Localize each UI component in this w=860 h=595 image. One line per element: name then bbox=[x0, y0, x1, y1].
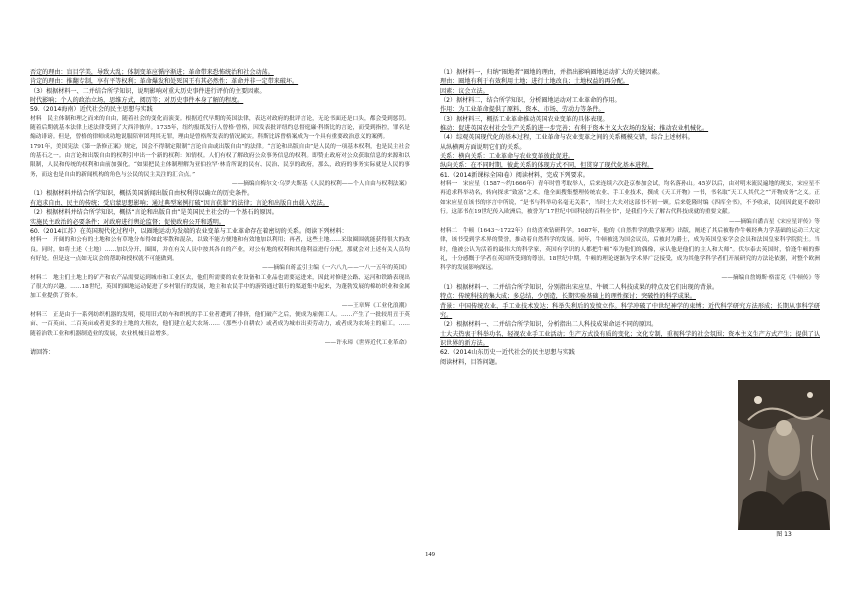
paragraph: 关系：横向关系：工业革命与农业变革彼此促进。 bbox=[440, 153, 575, 161]
paragraph: 有追求自由、民主的传统；受启蒙思想影响；通过典型案例打破“因言获罪”的法律；言论和出版自由载入宪法。 bbox=[30, 199, 329, 207]
paragraph: 时代影响；个人的政治立场，思维方式，阅历等；对历史事件本身了解的程度。 bbox=[30, 97, 244, 105]
paragraph: 背景：中国传统农业、手工业技术发达；科举失利后的发愤立作。科学冲破了中世纪神学的束缚；近代科学研究方法形成；长期从事科学研究。 bbox=[440, 302, 820, 319]
paragraph: ——摘编自潘吉星《宋应星评传》等 bbox=[729, 218, 820, 225]
paragraph: 1791年，美国宪法《第一条修正案》规定，国会不得制定限制“言论自由或出版自由”的法律。“言论和出版自由”是人民的一项基本权利，也是民主社会的基石之一。由言论和出版自由的权利引申出一个新的权利：知情权。人们有权了解政府公众事务信息的权利。即赞止政府对公众获取信息的来源和以限制，人民和传统的权利和由前加强化。“如果把民主体制理解为亚伯拉罕·林肯所说的民有、民治、民享的政府，那么，政府的事务实际就是人民的事务，而这也是自由的新闻机构的角色与公民的民主关注的汇合点。” bbox=[30, 143, 410, 178]
paragraph: （3）根据材料一、二并结合所学知识，说明影响对重大历史事件进行评价的主要因素。 bbox=[30, 87, 266, 95]
paragraph: 62.（2014山东历史一近代社会的民主思想与实践 bbox=[440, 349, 575, 357]
paragraph: （1）根据材料一、二并结合所学知识，分别指出宋应星、牛顿二人科技成果的特点及它们出现的背景。 bbox=[440, 283, 719, 291]
paragraph: （2）据材料二，结合所学知识，分析圈地运动对工业革命的作用。 bbox=[440, 97, 621, 105]
paragraph: 因素：议会立法。 bbox=[440, 87, 489, 95]
paragraph: 否定的理由：盲目学美，导致大乱；体制变革应循序渐进；革命带来恐怖统治和社会动荡。 bbox=[30, 69, 274, 76]
page-number: 149 bbox=[425, 551, 435, 558]
paragraph: 材料一 宋应星（1587～约1666年）青年时曾考取举人，后来连续六次赴京参加会试，均名落孙山。45岁以后，由对明末流民遍地的现实，宋应星不再追求科举功名，转向探求“致富”之术。他全面搜集整理传统农业、手工业技术，撰成《天工开物》一书，书名取“天工人其代之”“开物成务”之义。正如宋应星在该书的序言中所说，“是书与科举功名毫无关系”，当时士大夫对这部书不屑一顾。后来乾隆时编《四库全书》，不予收录，民间因此更不敢印行。这部书在19世纪传入欧洲后，被誉为“17世纪中国科技的百科全书”，是我们今天了解古代科技成就的重要文献。 bbox=[440, 181, 820, 216]
paragraph: 肯定的理由：推翻专制，享有平等权利；革命爆发和处死国王有其必然性；革命并非一定带来破坏。 bbox=[30, 78, 299, 86]
figure-13 bbox=[738, 380, 830, 540]
paragraph: 材料二 地主们土地上的矿产和农产品需要运到城市和工业区去，他们所需要的农业设备和工业品也需要运进来，因此对修建公路、运河和铁路表现出了很大的兴趣。……18世纪，英国的圈地运动促进了乡村银行的发展，地主和农民手中的游资通过银行的渠道集中起来，为蓬勃发展的棉纺织业和金属加工业提供了资本。 bbox=[30, 274, 410, 300]
paragraph: ——摘编自梅尔文·乌罗夫斯基《人民的权利——个人自由与权利法案》 bbox=[231, 181, 410, 188]
paragraph: （4）综观英国现代化的基本过程，工业革命与农业变革之间的关系概模交错，综合上述材料。 bbox=[440, 134, 694, 142]
paragraph: ——许永璋《世界近代工业革命》 bbox=[324, 339, 410, 346]
paragraph: 61.（2014新课标全国Ⅰ卷）阅读材料，完成下列要求。 bbox=[440, 171, 589, 179]
left-column bbox=[30, 68, 410, 573]
paragraph: 实施民主政治的必要条件；对政府进行舆论监督；促使政府公开和透明。 bbox=[30, 218, 225, 226]
paragraph: 请回答： bbox=[30, 349, 55, 357]
paragraph: ——摘编自詹姆斯·格雷克《牛顿传》等 bbox=[721, 274, 820, 281]
paragraph: 阅读材料，目答问题。 bbox=[440, 358, 501, 366]
paragraph: 作用：为工业革命提供了原料、资本、市场、劳动力等条件。 bbox=[440, 106, 605, 114]
figure-caption: 图 13 bbox=[776, 531, 792, 538]
paragraph: 特点：传统科技的集大成；多总结，少创造，长期实验基础上的理性探讨；突破性的科学成果。 bbox=[440, 293, 696, 301]
paragraph: 从纵横两方面说明它们的关系。 bbox=[440, 143, 526, 151]
engraving-image bbox=[738, 380, 830, 530]
paragraph: 材料一 开阔的和公有的土地和公有草地分布得如此零散和混杂，以致不能方便地和有效地加以利用；再者，这些土地……采取圈围就能获得很大的改良。同时，如将土述（土地）……加以分开、圈围，并在有关人员中按其各自的产业，对公有地的权利和其他利益进行分配，那就会对上述有关人员均有好处。但是这一点如无议会的帮助和授权就不可能做到。 bbox=[30, 237, 410, 262]
paragraph: 材料三 正是由于一系列纺织机器的发明，使用旧式纺车和织机的手工业者遭到了排挤，他们破产之后，便成为雇佣工人。……产生了一批较用丑于英亩、一百英亩、二百英亩或者更多的土地的大租农，他们建立起大农场……（那些小自耕农）或者成为城市出卖劳动力，或者成为农场主的雇工。……随着治铁工业和机器制造业的发展，农业机械日益增多。 bbox=[30, 311, 410, 337]
paragraph: 理由：圈地有利于有效利用土地；进行土地改良；土地权益的再分配。 bbox=[440, 78, 629, 86]
paragraph: （2）根据材料一、二并结合所学知识，分析指出二人科技成果命运不同的原因。 bbox=[440, 321, 658, 329]
paragraph: 60.（2014江苏）在英国现代化过程中，以圈地运动为发端的农业变革与工业革命存在着密切的关系。阅读下列材料： bbox=[30, 227, 348, 235]
paragraph: 纵向关系：在不同时期，彼此关系的体现方式不同，但贯穿了现代化基本进程。 bbox=[440, 162, 654, 170]
paragraph: 材料二 牛顿（1643～1722年）自幼喜欢钻研科学。1687年，他的《自然哲学的数学原理》出版，阐述了其后被称作牛顿经典力学基础的运动三大定律，该书受到学术界的赞誉，推动着自然科学的发展。同年，牛顿被选为国会议员，后被封为爵士，成为英国皇家学会会员和法国皇家科学院院士。当时，他被公认为活着的最伟大的科学家，英国有学识的人都把牛顿“奉为他们的偶像，承认他是他们的主人和大师”。伏尔泰去英国时，恰逢牛顿的葬礼，十分感慨于学者在英国所受到的尊崇。18世纪中期，牛顿的理论逐渐为学术界广泛接受，成为其他学科学者们开展研究的方法论依据，对整个欧洲科学的发展影响深远。 bbox=[440, 227, 820, 272]
paragraph: 士大夫热衷于科举功名，轻视农业手工业活动；生产方式没有质的变化；文化专制，重视科学的社会氛围；资本主义生产方式产生；提供了认识世界的新方法。 bbox=[440, 330, 820, 347]
engraving-illustration bbox=[738, 380, 830, 530]
paragraph: （2）根据材料并结合所学知识，概括“言论和出版自由”是美国民主社会的一个基石的原因。 bbox=[30, 209, 278, 217]
paragraph: （1）根据材料并结合所学知识，概括美国新闻出版自由权利得以确立的历史条件。 bbox=[30, 190, 254, 198]
paragraph: （1）据材料一，归纳“圈地者”圈地的理由，并指出影响圈地运动扩大的关键因素。 bbox=[440, 69, 664, 76]
paragraph: 材料 民主体制和理之而来的自由，随着社会的变化而演变。根据近代早期的英国法律，表达对政府的批评言论，无论书面还是口头，都会受到惩罚。随着后期就基本法律上述法律受到了大西洋彼岸。1735年，纽约报纸发行人曾格·曾格，因发表批评纽约总督庭廉·科斯比的言论，而受到指控，罪名是煽动诽谤。但是，曾格的律师成功地说服陪审团判其无罪，理由是曾格所发表的情况属实。科斯比诉曾格案成为一个具有重要政治意义的案例。 bbox=[30, 115, 410, 141]
paragraph: 59.（2014海南）近代社会的民主思想与实践 bbox=[30, 106, 153, 114]
paragraph: （3）据材料三，概括工业革命推动英国农业变革的具体表现。 bbox=[440, 115, 609, 123]
paragraph: 推动：促进英国农村社会生产关系的进一步完善；有利于资本主义大农场的发展；推动农业机械化。 bbox=[440, 125, 709, 133]
paragraph: ——摘编自蒋孟引主编《一六八九——一八一五年的英国》 bbox=[262, 265, 410, 272]
paragraph: ——王章辉《工业化浪潮》 bbox=[341, 302, 410, 309]
